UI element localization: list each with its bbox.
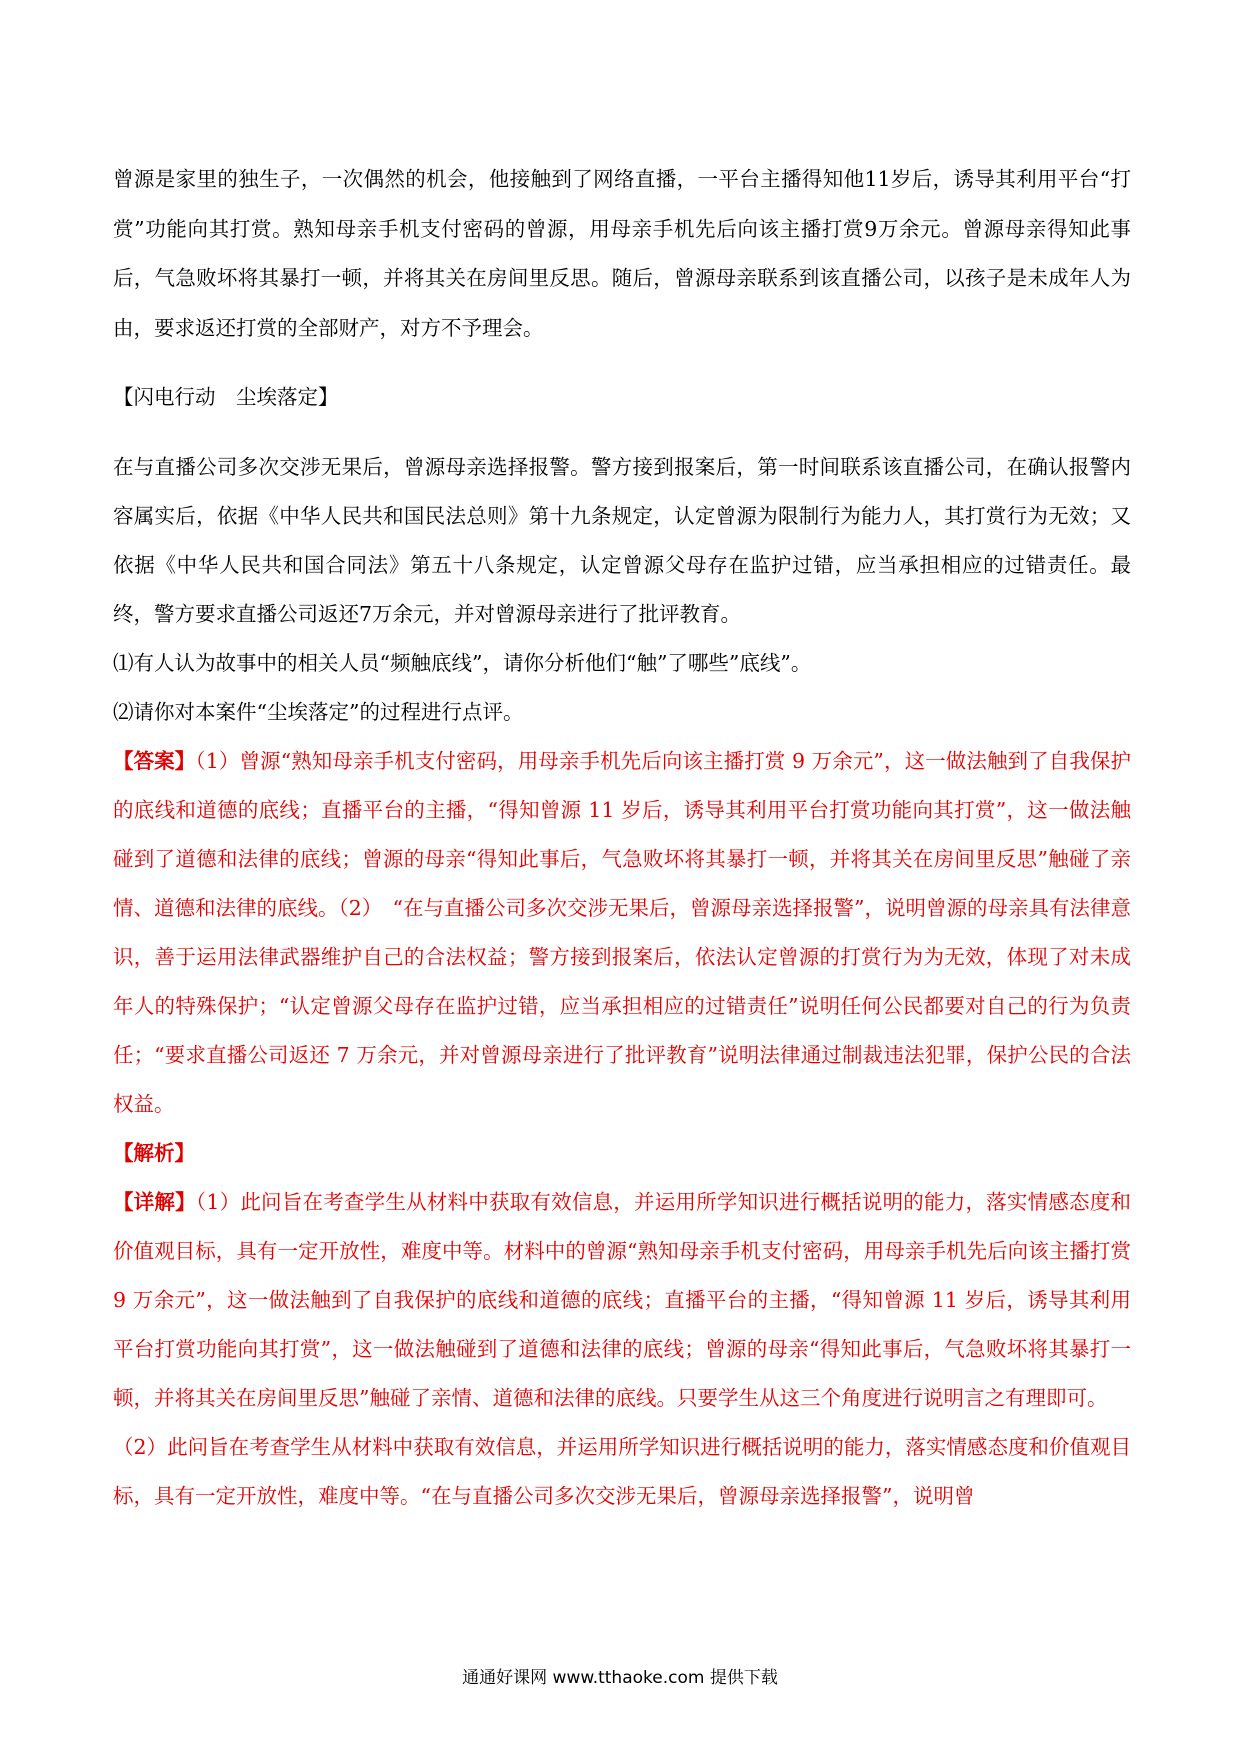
story-paragraph-2: 在与直播公司多次交涉无果后，曾源母亲选择报警。警方接到报案后，第一时间联系该直播公司，在确认报警内容属实后，依据《中华人民共和国民法总则》第十九条规定，认定曾源为限制行为能力人，其打赏行为无效；又依据《中华人民共和国合同法》第五十八条规定，认定曾源父母存在监护过错，应当承担相应的过错责任。最终，警方要求直播公司返还7万余元，并对曾源母亲进行了批评教育。 xyxy=(113,454,1131,626)
detail-block-1 xyxy=(113,1178,1131,1423)
answer-text: （1）曾源“熟知母亲手机支付密码，用母亲手机先后向该主播打赏 9 万余元”，这一做法触到了自我保护的底线和道德的底线；直播平台的主播，“得知曾源 11 岁后，诱导其利用平台打赏功能向其打赏”，这一做法触碰到了道德和法律的底线；曾源的母亲“得知此事后，气急败坏将其暴打一顿，并将其关在房间里反思”触碰了亲情、道德和法律的底线。（2） “在与直播公司多次交涉无果后，曾源母亲选择报警”，说明曾源的母亲具有法律意识，善于运用法律武器维护自己的合法权益；警方接到报案后，依法认定曾源的打赏行为为无效，体现了对未成年人的特殊保护；“认定曾源父母存在监护过错，应当承担相应的过错责任”说明任何公民都要对自己的行为负责任；“要求直播公司返还 7 万余元，并对曾源母亲进行了批评教育”说明法律通过制裁违法犯罪，保护公民的合法权益。 xyxy=(113,748,1132,1116)
analysis-heading xyxy=(113,1129,1131,1178)
question-2: ⑵请你对本案件“尘埃落定”的过程进行点评。 xyxy=(113,699,524,724)
document-body xyxy=(113,155,1131,1521)
question-1: ⑴有人认为故事中的相关人员“频触底线”，请你分析他们“触”了哪些”底线”。 xyxy=(113,650,812,675)
detail-text-1: （1）此问旨在考查学生从材料中获取有效信息，并运用所学知识进行概括说明的能力，落实情感态度和价值观目标，具有一定开放性，难度中等。材料中的曾源“熟知母亲手机支付密码，用母亲手机先后向该主播打赏 9 万余元”，这一做法触到了自我保护的底线和道德的底线；直播平台的主播，“得知曾源 11 岁后，诱导其利用平台打赏功能向其打赏”，这一做法触碰到了道德和法律的底线；曾源的母亲“得知此事后，气急败坏将其暴打一顿，并将其关在房间里反思”触碰了亲情、道德和法律的底线。只要学生从这三个角度进行说明言之有理即可。 xyxy=(113,1189,1131,1410)
page-footer: 通通好课网 www.tthaoke.com 提供下载 xyxy=(462,1668,778,1688)
analysis-label: 【解析】 xyxy=(113,1140,195,1165)
answer-block xyxy=(113,737,1131,1129)
detail-label: 【详解】 xyxy=(113,1189,196,1214)
section-heading: 【闪电行动 尘埃落定】 xyxy=(113,385,339,409)
detail-block-2: （2）此问旨在考查学生从材料中获取有效信息，并运用所学知识进行概括说明的能力，落实情感态度和价值观目标，具有一定开放性，难度中等。“在与直播公司多次交涉无果后，曾源母亲选择报警”，说明曾 xyxy=(113,1434,1131,1508)
story-paragraph-1: 曾源是家里的独生子，一次偶然的机会，他接触到了网络直播，一平台主播得知他11岁后，诱导其利用平台“打赏”功能向其打赏。熟知母亲手机支付密码的曾源，用母亲手机先后向该主播打赏9万余元。曾源母亲得知此事后，气急败坏将其暴打一顿，并将其关在房间里反思。随后，曾源母亲联系到该直播公司，以孩子是未成年人为由，要求返还打赏的全部财产，对方不予理会。 xyxy=(113,167,1131,340)
answer-label: 【答案】 xyxy=(113,748,196,773)
